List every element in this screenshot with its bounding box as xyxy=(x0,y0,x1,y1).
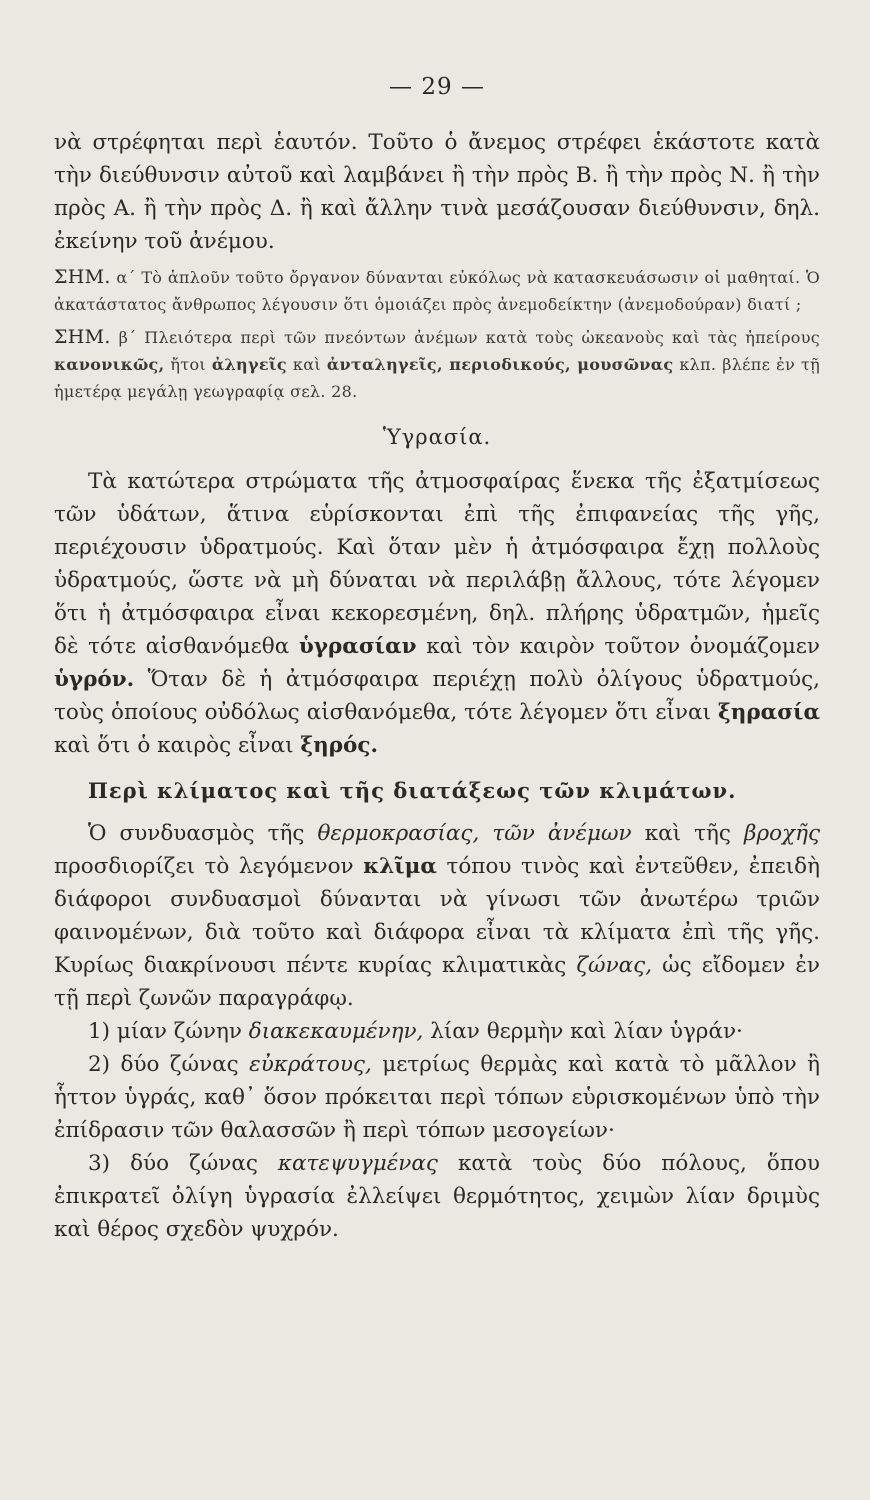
text-run: καὶ τὸν καιρὸν τοῦτον ὀνομάζομεν xyxy=(426,634,821,659)
page-number: — 29 — xyxy=(389,74,485,100)
list-item-text: λίαν θερμὴν καὶ λίαν ὑγράν· xyxy=(430,1019,743,1044)
paragraph-wind-direction: νὰ στρέφηται περὶ ἑαυτόν. Τοῦτο ὁ ἄνεμος στρέφει ἑκάστοτε κατὰ τὴν διεύθυνσιν αὐτοῦ καὶ λαμβάνει ἢ τὴν πρὸς Β. ἢ τὴν πρὸς Ν. ἢ τὴν πρὸς Α. ἢ τὴν πρὸς Δ. ἢ καὶ ἄλλην τινὰ μεσάζουσαν διεύθυνσιν, δηλ. ἐκείνην τοῦ ἀνέμου. xyxy=(54,130,820,254)
note-2 xyxy=(54,324,820,405)
note-2-lead: ΣΗΜ. xyxy=(54,326,111,348)
bold-term: ὑγρασίαν xyxy=(298,634,417,659)
note-1 xyxy=(54,264,820,318)
text-run: προσδιορίζει τὸ λεγόμενον xyxy=(54,854,354,879)
list-item-lead: 1) μίαν ζώνην xyxy=(88,1019,242,1044)
note-2-bold: ἀληγεῖς xyxy=(211,355,287,374)
bold-term: ὑγρόν. xyxy=(54,667,135,692)
list-item xyxy=(54,1147,820,1246)
italic-term: διακεκαυμένην, xyxy=(248,1019,424,1044)
list-item xyxy=(54,1015,820,1048)
bold-term: ξηρασία xyxy=(717,700,820,725)
paragraph-climate xyxy=(54,817,820,1015)
italic-term: ζώνας, xyxy=(576,953,653,978)
section-heading-climate xyxy=(54,778,820,803)
text-run: τόπου τινὸς καὶ ἐντεῦθεν, ἐπειδὴ διάφοροι συνδυασμοὶ δύνανται νὰ γίνωσι τῶν ἀνωτέρω τριῶν φαινομένων, διὰ τοῦτο καὶ διάφορα εἶναι τὰ κλίματα ἐπὶ τῆς γῆς. Κυρίως διακρίνουσι πέντε κυρίας κλιματικὰς xyxy=(54,854,820,978)
list-item-text: μετρίως θερμὰς καὶ κατὰ τὸ μᾶλλον ἢ ἧττον ὑγράς, καθ᾽ ὅσον πρόκειται περὶ τόπων εὑρισκομένων ὑπὸ τὴν ἐπίδρασιν τῶν θαλασσῶν ἢ περὶ τόπων μεσογείων· xyxy=(54,1052,820,1143)
note-2-text: καὶ xyxy=(292,355,321,374)
list-item-lead: 3) δύο ζώνας xyxy=(88,1151,258,1176)
bold-term: κλῖμα xyxy=(363,854,437,879)
note-2-bold: ἀνταληγεῖς, περιοδικούς, μουσῶνας xyxy=(326,355,674,374)
note-2-text: κλπ. βλέπε ἐν τῇ ἡμετέρᾳ μεγάλῃ γεωγραφίᾳ σελ. 28. xyxy=(54,355,821,401)
list-item xyxy=(54,1048,820,1147)
text-run: Τὰ κατώτερα στρώματα τῆς ἀτμοσφαίρας ἕνεκα τῆς ἐξατμίσεως τῶν ὑδάτων, ἅτινα εὑρίσκονται ἐπὶ τῆς ἐπιφανείας τῆς γῆς, περιέχουσιν ὑδρατμούς. Καὶ ὅταν μὲν ἡ ἀτμόσφαιρα ἔχῃ πολλοὺς ὑδρατμούς, ὥστε νὰ μὴ δύναται νὰ περιλάβῃ ἄλλους, τότε λέγομεν ὅτι ἡ ἀτμόσφαιρα εἶναι κεκορεσμένη, δηλ. πλήρης ὑδρατμῶν, ἡμεῖς δὲ τότε αἰσθανόμεθα xyxy=(54,469,820,659)
text-run: καὶ τῆς xyxy=(644,821,731,846)
italic-term: κατεψυγμένας xyxy=(277,1151,438,1176)
section-heading-humidity: Ὑγρασία. xyxy=(382,425,492,449)
section-heading-climate-text: Περὶ κλίματος καὶ τῆς διατάξεως τῶν κλιμάτων. xyxy=(88,778,737,803)
text-run: Ὅταν δὲ ἡ ἀτμόσφαιρα περιέχῃ πολὺ ὀλίγους ὑδρατμούς, τοὺς ὁποίους οὐδόλως αἰσθανόμεθα, τότε λέγομεν ὅτι εἶναι xyxy=(54,667,820,725)
note-2-bold: κανονικῶς, xyxy=(54,355,165,374)
bold-term: ξηρός. xyxy=(300,733,378,758)
text-run: ὡς εἴδομεν ἐν τῇ περὶ ζωνῶν παραγράφῳ. xyxy=(54,953,820,1011)
italic-term: εὐκράτους, xyxy=(249,1052,372,1077)
list-item-lead: 2) δύο ζώνας xyxy=(88,1052,239,1077)
note-2-text: β΄ Πλειότερα περὶ τῶν πνεόντων ἀνέμων κατὰ τοὺς ὠκεανοὺς καὶ τὰς ἠπείρους xyxy=(118,328,820,347)
text-run: Ὁ συνδυασμὸς τῆς xyxy=(88,821,305,846)
text-run: καὶ ὅτι ὁ καιρὸς εἶναι xyxy=(54,733,294,758)
italic-term: θερμοκρασίας, τῶν ἀνέμων xyxy=(317,821,632,846)
list-item-text: κατὰ τοὺς δύο πόλους, ὅπου ἐπικρατεῖ ὀλίγη ὑγρασία ἐλλείψει θερμότητος, χειμὼν λίαν δριμὺς καὶ θέρος σχεδὸν ψυχρόν. xyxy=(54,1151,820,1242)
paragraph-humidity xyxy=(54,465,820,762)
italic-term: βροχῆς xyxy=(744,821,820,846)
note-1-lead: ΣΗΜ. xyxy=(54,266,111,288)
note-1-text: α΄ Τὸ ἁπλοῦν τοῦτο ὄργανον δύνανται εὐκόλως νὰ κατασκευάσωσιν οἱ μαθηταί. Ὁ ἀκατάστατος ἄνθρωπος λέγουσιν ὅτι ὁμοιάζει πρὸς ἀνεμοδείκτην (ἀνεμοδούραν) διατί ; xyxy=(54,268,820,314)
note-2-text: ἤτοι xyxy=(170,355,206,374)
